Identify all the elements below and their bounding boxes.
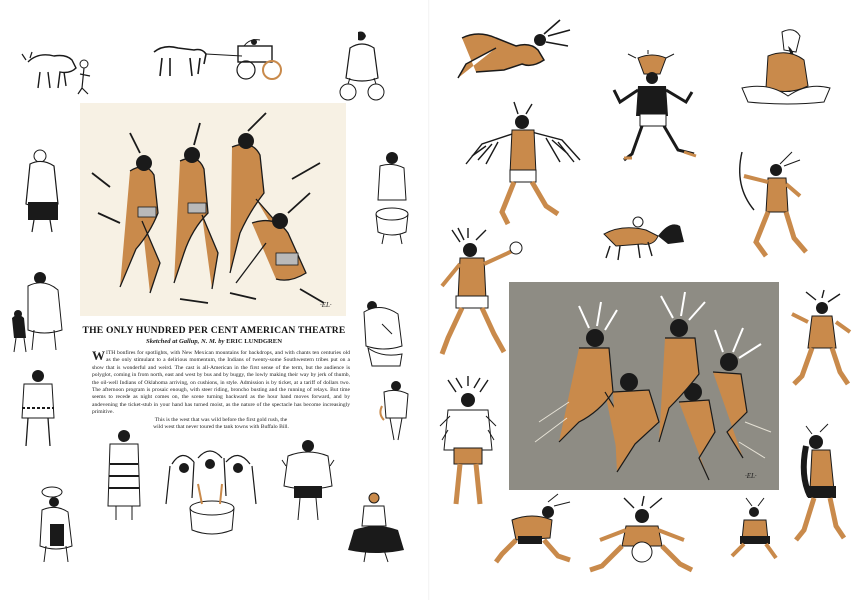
fringed-shawl-figure-sketch <box>278 436 338 524</box>
article-headline: THE ONLY HUNDRED PER CENT AMERICAN THEATRE <box>82 325 346 336</box>
page-gutter <box>428 0 430 600</box>
article-body <box>92 350 350 431</box>
article-closing-line-2: wild west that never toured the tank towns with Buffalo Bill. <box>153 424 289 431</box>
sitting-figure-orange-sketch <box>738 26 834 112</box>
article-byline <box>76 338 352 345</box>
drummer-sketch <box>370 150 412 246</box>
masked-dancer-sketch <box>608 54 698 170</box>
article-closing-line-1: This is the west that was wild before the first gold rush, the <box>154 416 288 423</box>
crouching-dancer-sketch <box>492 498 576 564</box>
dancers-plate-cream <box>80 103 346 316</box>
man-with-pot-sketch <box>376 378 416 448</box>
byline-prefix: Sketched at Gallup, N. M. by <box>146 338 225 345</box>
feathered-dancer-leaping-sketch <box>452 16 576 82</box>
warrior-dancers-illustration <box>80 103 346 316</box>
winged-eagle-dancer-sketch <box>462 100 586 226</box>
kneeling-dancer-sketch <box>724 500 784 562</box>
headdress-group-drumming-sketch <box>164 444 260 540</box>
squatting-feathered-dancer-sketch <box>586 500 694 576</box>
archer-dancer-sketch <box>732 146 812 258</box>
seated-woman-with-pots-sketch <box>336 28 390 104</box>
article-paragraph: ITH bonfires for spotlights, with New Mexican mountains for backdrops, and with chants ten centuries old as the only stimulant to a delirious momentum, the Indians of twenty-some Southwestern tribes put on a show that is wonderful and weird. The cast is all-American in the first sense of the term, but the audience is polyglot, coming in from north, east and west by bus and by buggy, the lowly making their way by jerk of thumb, the oil-well Indians of Oklahoma arriving, on cushions, in style. Admission is by ticket, at a tariff of dollars two. The afternoon program is prosaic enough, with steer riding, broncho busting and the running of relays. But time seems to recede as night comes on, the scene turning backward as the hour hand moves forward, and by andevening the ticket-stub in your hand has turned moist, as the nature of the spectacle has become increasingly primitive. <box>92 350 350 416</box>
dancers-plate-grey <box>509 282 779 490</box>
long-haired-dancer-sketch <box>782 426 848 546</box>
plate-signature-right: ·EL· <box>745 472 757 480</box>
dog-and-figure-sketch <box>598 212 690 264</box>
article-dropcap: W <box>92 348 105 363</box>
cattle-sketch <box>18 44 98 96</box>
shawled-figure-crouching-sketch <box>358 296 408 372</box>
blanket-woman-with-child-sketch <box>4 268 72 360</box>
woman-in-blanket-sketch <box>18 144 68 236</box>
standing-figure-with-belt-sketch <box>14 368 62 452</box>
feather-bustle-dancer-sketch <box>786 292 854 388</box>
byline-author: ERIC LUNDGREN <box>226 338 282 345</box>
eagle-dancer-standing-sketch <box>438 380 498 514</box>
striped-blanket-figure-sketch <box>104 428 144 524</box>
dancing-woman-sketch <box>344 490 408 566</box>
woman-with-jar-sketch <box>32 484 82 566</box>
wagon-sketch <box>150 36 286 82</box>
plate-signature-left: ·EL· <box>320 301 332 309</box>
feathered-dancers-illustration <box>509 282 779 490</box>
